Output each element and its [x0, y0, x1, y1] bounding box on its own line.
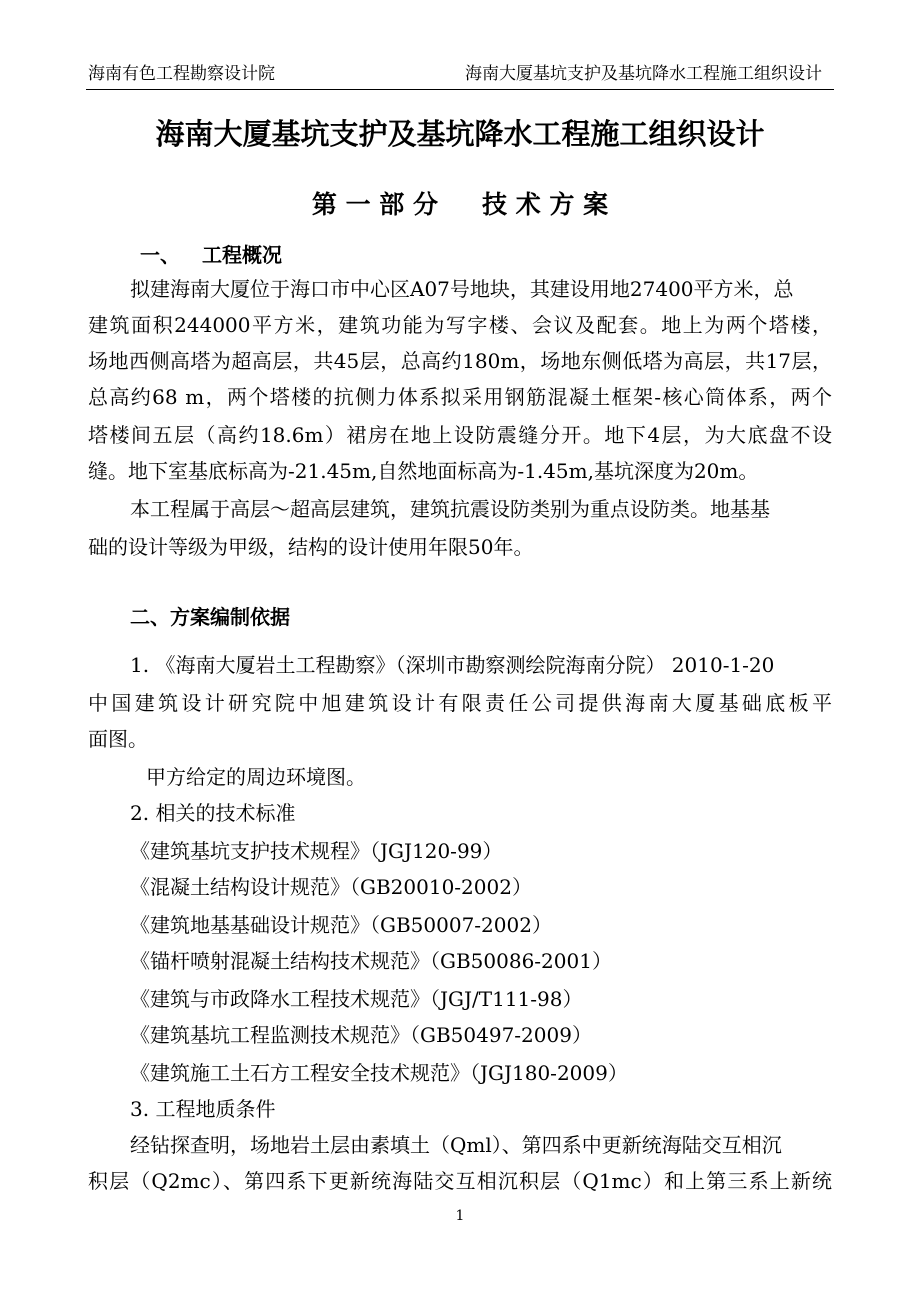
part-title [0, 186, 920, 224]
header-document-title: 海南大厦基坑支护及基坑降水工程施工组织设计 [465, 64, 822, 84]
basis-item-1: 1. 《海南大厦岩土工程勘察》（深圳市勘察测绘院海南分院） 2010-1-20 [130, 653, 775, 677]
standard-item: 《建筑基坑工程监测技术规范》（GB50497-2009） [130, 1023, 592, 1047]
paragraph-1-line: 拟建海南大厦位于海口市中心区A07号地块，其建设用地27400平方米，总 [130, 277, 794, 301]
paragraph-1-line: 场地西侧高塔为超高层，共45层，总高约180m，场地东侧低塔为高层，共17层， [88, 349, 832, 373]
section-1-number: 一、 [140, 243, 180, 267]
header-organization: 海南有色工程勘察设计院 [88, 64, 275, 84]
basis-item-3: 3. 工程地质条件 [130, 1097, 276, 1121]
paragraph-2-line: 础的设计等级为甲级，结构的设计使用年限50年。 [88, 535, 534, 559]
standard-item: 《建筑施工土石方工程安全技术规范》（JGJ180-2009） [130, 1061, 628, 1085]
part-number: 第 一 部 分 [311, 190, 438, 219]
paragraph-2-line: 本工程属于高层～超高层建筑，建筑抗震设防类别为重点设防类。地基基 [130, 497, 770, 521]
standard-item: 《建筑地基基础设计规范》（GB50007-2002） [130, 913, 552, 937]
section-1-heading [140, 240, 282, 270]
part-name: 技 术 方 案 [482, 190, 609, 219]
section-2-heading: 二、方案编制依据 [130, 605, 290, 629]
paragraph-1-line: 塔楼间五层（高约18.6m）裙房在地上设防震缝分开。地下4层，为大底盘不设 [88, 423, 832, 447]
paragraph-1-line: 建筑面积244000平方米，建筑功能为写字楼、会议及配套。地上为两个塔楼， [88, 313, 832, 337]
standard-item: 《建筑基坑支护技术规程》（JGJ120-99） [130, 839, 503, 863]
standard-item: 《建筑与市政降水工程技术规范》（JGJ/T111-98） [130, 987, 583, 1011]
paragraph-1-line: 缝。地下室基底标高为-21.45m,自然地面标高为-1.45m,基坑深度为20m。 [88, 459, 759, 483]
paragraph-1-line: 总高约68 m，两个塔楼的抗侧力体系拟采用钢筋混凝土框架-核心筒体系，两个 [88, 385, 832, 409]
standard-item: 《混凝土结构设计规范》（GB20010-2002） [130, 875, 532, 899]
basis-item-1-continuation: 中国建筑设计研究院中旭建筑设计有限责任公司提供海南大厦基础底板平 [88, 691, 832, 715]
document-title: 海南大厦基坑支护及基坑降水工程施工组织设计 [155, 117, 765, 151]
page-number: 1 [455, 1208, 465, 1224]
basis-item-1-extra: 甲方给定的周边环境图。 [146, 765, 366, 789]
header-divider [86, 89, 834, 90]
section-1-title: 工程概况 [202, 243, 282, 267]
geology-text-line: 经钻探查明，场地岩土层由素填土（Qml）、第四系中更新统海陆交互相沉 [130, 1133, 782, 1157]
geology-text-line: 积层（Q2mc）、第四系下更新统海陆交互相沉积层（Q1mc）和上第三系上新统 [88, 1169, 832, 1193]
basis-item-1-continuation: 面图。 [88, 727, 148, 751]
basis-item-2: 2. 相关的技术标准 [130, 801, 296, 825]
standard-item: 《锚杆喷射混凝土结构技术规范》（GB50086-2001） [130, 949, 612, 973]
